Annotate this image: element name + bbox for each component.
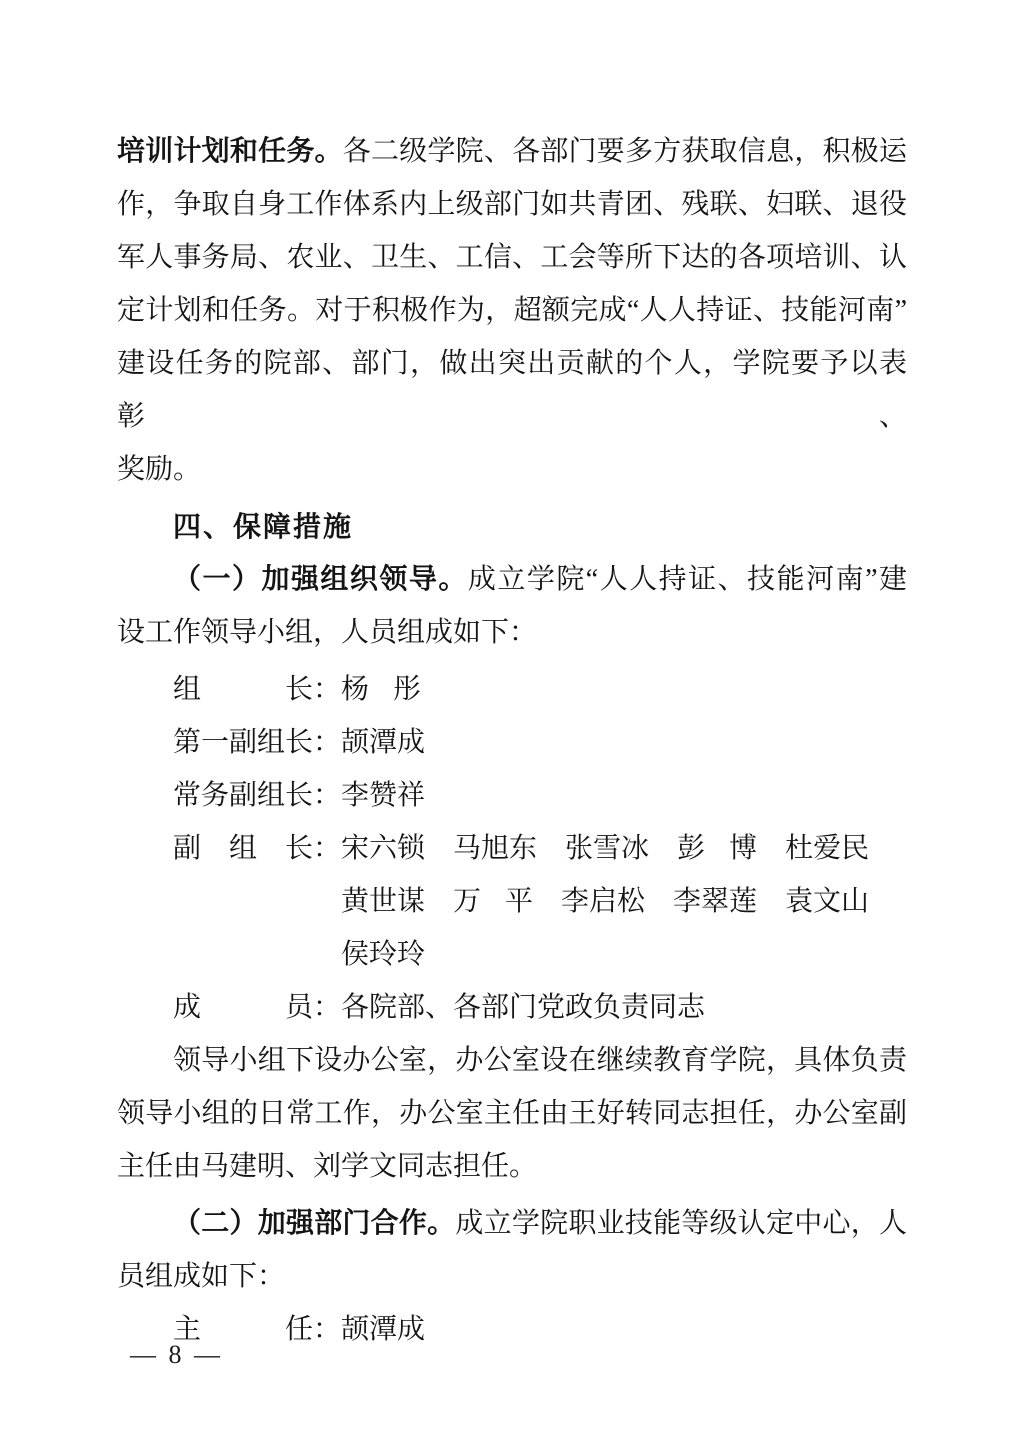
text-run: 设工作领导小组，人员组成如下：	[117, 617, 538, 648]
roster-name: 马旭东	[453, 833, 538, 864]
bold-run: 培训计划和任务。	[117, 136, 343, 167]
roster-label: 副组长	[173, 833, 313, 864]
roster-name: 万平	[453, 886, 534, 917]
roster-name: 彭博	[677, 833, 758, 864]
roster-line-deputy-continued	[117, 928, 907, 981]
bold-run: （一）加强组织领导。	[173, 564, 468, 595]
roster-colon: ：	[313, 780, 342, 811]
roster-name: 颉潭成	[341, 727, 426, 758]
paragraph-line	[117, 553, 907, 606]
roster-label: 组长	[173, 674, 313, 705]
roster-name: 侯玲玲	[341, 939, 426, 970]
paragraph-line	[117, 1087, 907, 1140]
roster-name: 张雪冰	[565, 833, 650, 864]
roster-line-exec-deputy	[117, 769, 907, 822]
roster-name: 宋六锁	[341, 833, 426, 864]
text-run: 军人事务局、农业、卫生、工信、工会等所下达的各项培训、认	[117, 242, 907, 273]
roster-line-leader	[117, 663, 907, 716]
roster-name: 李启松	[561, 886, 646, 917]
text-run: 建设任务的院部、部门，做出突出贡献的个人，学院要予以表彰、	[117, 348, 907, 432]
roster-line-first-deputy	[117, 716, 907, 769]
roster-colon: ：	[313, 1314, 342, 1345]
roster-label: 第一副组长	[173, 727, 314, 758]
text-run: 领导小组的日常工作，办公室主任由王好转同志担任，办公室副	[117, 1098, 907, 1129]
paragraph-line	[117, 337, 907, 443]
roster-label: 主任	[173, 1314, 313, 1345]
text-run: 员组成如下：	[117, 1261, 286, 1292]
bold-run: （二）加强部门合作。	[173, 1208, 456, 1239]
paragraph-line	[117, 231, 907, 284]
page-number: — 8 —	[130, 1340, 223, 1369]
roster-line-director	[117, 1303, 907, 1356]
roster-colon: ：	[313, 674, 342, 705]
text-run: 成立学院职业技能等级认定中心，人	[455, 1208, 907, 1239]
paragraph-line	[117, 443, 907, 496]
paragraph-line	[117, 178, 907, 231]
paragraph-line	[117, 1250, 907, 1303]
roster-label: 成员	[173, 992, 313, 1023]
text-run: 领导小组下设办公室，办公室设在继续教育学院，具体负责	[173, 1045, 907, 1076]
text-run: 成立学院“人人持证、技能河南”建	[467, 564, 907, 595]
roster-colon: ：	[313, 833, 342, 864]
roster-line-deputy	[117, 822, 907, 875]
text-run: 奖励。	[117, 454, 202, 485]
text-run: 定计划和任务。对于积极作为，超额完成“人人持证、技能河南”	[117, 295, 907, 326]
paragraph-line	[117, 1034, 907, 1087]
roster-name: 李赞祥	[341, 780, 426, 811]
roster-name: 杨彤	[341, 674, 422, 705]
paragraph-line	[117, 125, 907, 178]
paragraph-line	[117, 284, 907, 337]
text-run: 各二级学院、各部门要多方获取信息，积极运	[342, 136, 907, 167]
roster-name: 李翠莲	[673, 886, 758, 917]
roster-name: 杜爱民	[785, 833, 870, 864]
text-run: 主任由马建明、刘学文同志担任。	[117, 1151, 538, 1182]
roster-name: 颉潭成	[341, 1314, 426, 1345]
paragraph-line	[117, 606, 907, 659]
paragraph-line	[117, 1197, 907, 1250]
roster-name: 袁文山	[785, 886, 870, 917]
paragraph-line	[117, 1140, 907, 1193]
roster-value: 各院部、各部门党政负责同志	[341, 992, 706, 1023]
roster-line-deputy-continued	[117, 875, 907, 928]
roster-line-members	[117, 981, 907, 1034]
roster-label: 常务副组长	[173, 780, 314, 811]
text-run: 作，争取自身工作体系内上级部门如共青团、残联、妇联、退役	[117, 189, 907, 220]
section-heading: 四、保障措施	[173, 511, 354, 542]
roster-colon: ：	[313, 727, 342, 758]
roster-name: 黄世谋	[341, 886, 426, 917]
roster-colon: ：	[313, 992, 342, 1023]
